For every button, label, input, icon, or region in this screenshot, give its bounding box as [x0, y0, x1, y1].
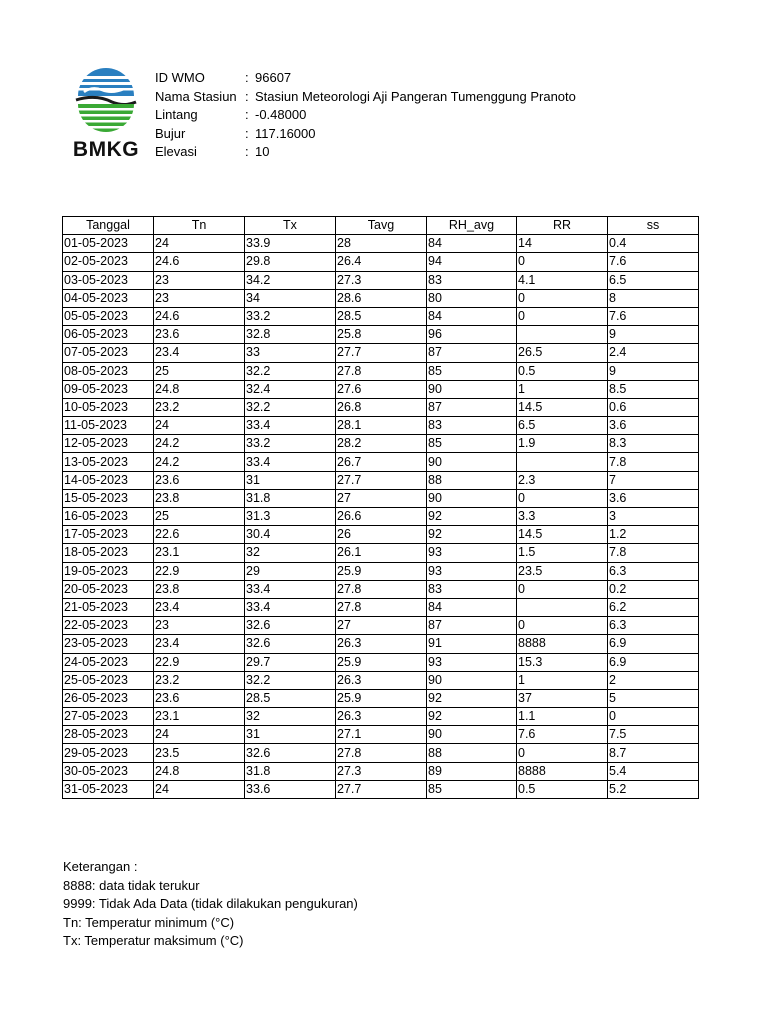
table-row — [63, 453, 699, 471]
table-cell: 26.4 — [336, 253, 427, 271]
table-cell: 25 — [154, 362, 245, 380]
table-cell: 27-05-2023 — [63, 708, 154, 726]
table-cell: 28.1 — [336, 417, 427, 435]
table-cell: 31 — [245, 726, 336, 744]
station-info-row — [155, 143, 576, 162]
table-cell: 29-05-2023 — [63, 744, 154, 762]
station-info — [155, 69, 576, 162]
station-info-value: 117.16000 — [255, 125, 316, 141]
table-cell: 93 — [427, 562, 517, 580]
table-cell: 8 — [608, 289, 699, 307]
table-cell: 10-05-2023 — [63, 398, 154, 416]
table-cell: 84 — [427, 598, 517, 616]
table-cell: 32.8 — [245, 326, 336, 344]
table-cell: 24-05-2023 — [63, 653, 154, 671]
table-row — [63, 617, 699, 635]
table-cell: 24.2 — [154, 435, 245, 453]
table-cell: 32.6 — [245, 744, 336, 762]
table-cell: 29.8 — [245, 253, 336, 271]
table-cell: 33.6 — [245, 780, 336, 798]
column-header: Tanggal — [63, 217, 154, 235]
table-cell: 0 — [517, 744, 608, 762]
table-cell: 88 — [427, 471, 517, 489]
table-cell: 6.3 — [608, 562, 699, 580]
table-cell: 09-05-2023 — [63, 380, 154, 398]
table-cell: 14.5 — [517, 398, 608, 416]
table-row — [63, 253, 699, 271]
table-cell: 0.5 — [517, 780, 608, 798]
station-info-label: Bujur — [155, 125, 186, 141]
table-cell: 14.5 — [517, 526, 608, 544]
table-cell: 7.6 — [608, 307, 699, 325]
table-cell: 24 — [154, 780, 245, 798]
table-cell: 32.6 — [245, 635, 336, 653]
table-cell: 31 — [245, 471, 336, 489]
table-cell: 27 — [336, 617, 427, 635]
table-cell: 24 — [154, 417, 245, 435]
table-cell: 1.1 — [517, 708, 608, 726]
table-cell: 27.8 — [336, 598, 427, 616]
table-cell: 7.5 — [608, 726, 699, 744]
table-cell: 31.8 — [245, 762, 336, 780]
table-cell: 92 — [427, 508, 517, 526]
note-line: 8888: data tidak terukur — [63, 877, 200, 893]
table-row — [63, 653, 699, 671]
table-cell: 84 — [427, 235, 517, 253]
table-cell: 23 — [154, 617, 245, 635]
table-cell: 23.1 — [154, 708, 245, 726]
table-cell: 31.3 — [245, 508, 336, 526]
table-cell: 30-05-2023 — [63, 762, 154, 780]
column-header: Tx — [245, 217, 336, 235]
table-cell: 32.2 — [245, 398, 336, 416]
table-cell — [517, 453, 608, 471]
table-cell: 3.6 — [608, 489, 699, 507]
table-cell: 26.3 — [336, 635, 427, 653]
table-row — [63, 471, 699, 489]
weather-data-table — [62, 216, 699, 799]
table-row — [63, 635, 699, 653]
table-cell: 27.3 — [336, 271, 427, 289]
table-cell: 0 — [517, 580, 608, 598]
table-cell: 0 — [517, 617, 608, 635]
table-cell: 33.4 — [245, 580, 336, 598]
table-cell: 26.7 — [336, 453, 427, 471]
table-row — [63, 344, 699, 362]
table-cell: 24 — [154, 235, 245, 253]
table-cell: 2.4 — [608, 344, 699, 362]
table-cell: 33.2 — [245, 307, 336, 325]
table-cell: 6.5 — [608, 271, 699, 289]
table-row — [63, 671, 699, 689]
table-cell: 2 — [608, 671, 699, 689]
station-info-row — [155, 69, 576, 88]
table-cell: 32.2 — [245, 671, 336, 689]
table-cell: 0 — [517, 489, 608, 507]
column-header: RR — [517, 217, 608, 235]
table-cell: 6.9 — [608, 653, 699, 671]
table-cell: 29 — [245, 562, 336, 580]
table-cell: 26.8 — [336, 398, 427, 416]
table-cell: 26.1 — [336, 544, 427, 562]
table-cell: 90 — [427, 726, 517, 744]
table-cell: 32.6 — [245, 617, 336, 635]
table-cell: 3 — [608, 508, 699, 526]
station-info-colon: : — [245, 70, 249, 85]
table-cell: 87 — [427, 398, 517, 416]
table-row — [63, 580, 699, 598]
station-info-value: -0.48000 — [255, 107, 307, 122]
table-cell: 32 — [245, 544, 336, 562]
table-cell: 06-05-2023 — [63, 326, 154, 344]
station-info-colon: : — [245, 88, 249, 104]
table-cell: 31-05-2023 — [63, 780, 154, 798]
table-cell: 1 — [517, 380, 608, 398]
table-cell: 27.8 — [336, 580, 427, 598]
table-cell: 24.8 — [154, 380, 245, 398]
table-cell: 23.6 — [154, 689, 245, 707]
table-cell: 15-05-2023 — [63, 489, 154, 507]
table-row — [63, 544, 699, 562]
table-cell: 85 — [427, 435, 517, 453]
table-cell: 85 — [427, 780, 517, 798]
table-cell: 22.9 — [154, 653, 245, 671]
table-cell: 15.3 — [517, 653, 608, 671]
table-cell: 93 — [427, 544, 517, 562]
table-cell: 92 — [427, 689, 517, 707]
table-cell: 4.1 — [517, 271, 608, 289]
table-cell: 5.4 — [608, 762, 699, 780]
station-info-label: Nama Stasiun — [155, 88, 237, 104]
station-info-colon: : — [245, 107, 249, 122]
table-cell: 22.9 — [154, 562, 245, 580]
table-row — [63, 435, 699, 453]
table-cell: 90 — [427, 380, 517, 398]
table-cell: 27.7 — [336, 344, 427, 362]
table-cell: 0.6 — [608, 398, 699, 416]
table-cell: 92 — [427, 708, 517, 726]
table-cell: 83 — [427, 417, 517, 435]
station-info-row — [155, 88, 576, 107]
table-cell: 1.2 — [608, 526, 699, 544]
table-cell: 0 — [517, 307, 608, 325]
table-cell: 23.6 — [154, 471, 245, 489]
table-cell: 28 — [336, 235, 427, 253]
table-cell: 19-05-2023 — [63, 562, 154, 580]
table-cell: 26.5 — [517, 344, 608, 362]
table-cell: 24.8 — [154, 762, 245, 780]
table-cell: 7.8 — [608, 544, 699, 562]
station-info-value: Stasiun Meteorologi Aji Pangeran Tumenggung Pranoto — [255, 88, 576, 104]
note-line: 9999: Tidak Ada Data (tidak dilakukan pengukuran) — [63, 896, 358, 911]
table-cell: 27.1 — [336, 726, 427, 744]
table-cell: 27 — [336, 489, 427, 507]
station-info-row — [155, 106, 576, 125]
note-line: Tn: Temperatur minimum (°C) — [63, 914, 235, 930]
table-row — [63, 307, 699, 325]
table-cell: 23.2 — [154, 671, 245, 689]
table-cell: 27.8 — [336, 744, 427, 762]
table-cell: 24 — [154, 726, 245, 744]
station-info-label: ID WMO — [155, 70, 205, 85]
table-row — [63, 271, 699, 289]
table-cell: 9 — [608, 362, 699, 380]
table-cell: 88 — [427, 744, 517, 762]
table-cell: 21-05-2023 — [63, 598, 154, 616]
table-cell: 33.2 — [245, 435, 336, 453]
column-header: Tavg — [336, 217, 427, 235]
table-cell: 28.5 — [245, 689, 336, 707]
table-cell: 0 — [608, 708, 699, 726]
station-info-label: Elevasi — [155, 144, 197, 159]
station-info-colon: : — [245, 125, 249, 141]
table-cell: 23.8 — [154, 580, 245, 598]
column-header: ss — [608, 217, 699, 235]
table-cell: 30.4 — [245, 526, 336, 544]
table-cell: 2.3 — [517, 471, 608, 489]
station-info-row — [155, 125, 576, 144]
table-cell: 90 — [427, 489, 517, 507]
table-cell: 12-05-2023 — [63, 435, 154, 453]
table-cell: 8.7 — [608, 744, 699, 762]
table-cell: 26-05-2023 — [63, 689, 154, 707]
table-cell: 25 — [154, 508, 245, 526]
table-cell: 7.6 — [517, 726, 608, 744]
station-info-value: 96607 — [255, 70, 292, 85]
table-cell: 23 — [154, 271, 245, 289]
table-cell: 01-05-2023 — [63, 235, 154, 253]
table-cell: 33.4 — [245, 598, 336, 616]
table-cell: 37 — [517, 689, 608, 707]
table-row — [63, 708, 699, 726]
table-cell: 7 — [608, 471, 699, 489]
table-cell: 90 — [427, 453, 517, 471]
table-row — [63, 526, 699, 544]
table-cell: 24.6 — [154, 307, 245, 325]
table-row — [63, 235, 699, 253]
table-cell: 27.3 — [336, 762, 427, 780]
bmkg-logo-icon — [70, 68, 142, 136]
table-cell: 14-05-2023 — [63, 471, 154, 489]
table-cell: 11-05-2023 — [63, 417, 154, 435]
table-cell: 26.3 — [336, 671, 427, 689]
table-cell: 27.8 — [336, 362, 427, 380]
table-cell: 26.3 — [336, 708, 427, 726]
table-cell: 23.6 — [154, 326, 245, 344]
table-cell: 22.6 — [154, 526, 245, 544]
note-line: Keterangan : — [63, 859, 138, 874]
table-cell: 23.5 — [517, 562, 608, 580]
table-cell: 1.5 — [517, 544, 608, 562]
table-cell: 34 — [245, 289, 336, 307]
table-cell: 23.4 — [154, 344, 245, 362]
notes — [63, 858, 358, 951]
table-cell: 33 — [245, 344, 336, 362]
table-cell: 3.6 — [608, 417, 699, 435]
table-cell: 89 — [427, 762, 517, 780]
table-cell: 94 — [427, 253, 517, 271]
table-cell: 9 — [608, 326, 699, 344]
table-cell: 25.9 — [336, 653, 427, 671]
table-cell: 33.4 — [245, 453, 336, 471]
table-cell: 26.6 — [336, 508, 427, 526]
table-cell: 84 — [427, 307, 517, 325]
table-body — [63, 235, 699, 799]
table-cell: 90 — [427, 671, 517, 689]
table-cell: 80 — [427, 289, 517, 307]
table-cell: 6.2 — [608, 598, 699, 616]
table-cell: 34.2 — [245, 271, 336, 289]
table-cell: 83 — [427, 580, 517, 598]
table-row — [63, 508, 699, 526]
table-cell: 23 — [154, 289, 245, 307]
table-cell: 32.4 — [245, 380, 336, 398]
table-cell: 28.6 — [336, 289, 427, 307]
table-cell: 22-05-2023 — [63, 617, 154, 635]
table-cell: 25.9 — [336, 562, 427, 580]
table-cell: 83 — [427, 271, 517, 289]
table-cell: 0.2 — [608, 580, 699, 598]
table-cell: 23.8 — [154, 489, 245, 507]
table-cell: 18-05-2023 — [63, 544, 154, 562]
column-header: Tn — [154, 217, 245, 235]
table-cell: 03-05-2023 — [63, 271, 154, 289]
table-cell: 8.3 — [608, 435, 699, 453]
table-cell: 1.9 — [517, 435, 608, 453]
table-cell: 6.9 — [608, 635, 699, 653]
table-row — [63, 726, 699, 744]
table-cell: 25-05-2023 — [63, 671, 154, 689]
table-cell: 85 — [427, 362, 517, 380]
table-row — [63, 326, 699, 344]
table-cell: 87 — [427, 617, 517, 635]
table-cell: 20-05-2023 — [63, 580, 154, 598]
table-cell: 28-05-2023 — [63, 726, 154, 744]
table-cell: 07-05-2023 — [63, 344, 154, 362]
table-cell: 23.4 — [154, 598, 245, 616]
table-cell: 32.2 — [245, 362, 336, 380]
table-cell: 91 — [427, 635, 517, 653]
table-row — [63, 398, 699, 416]
table-cell: 8.5 — [608, 380, 699, 398]
table-cell: 08-05-2023 — [63, 362, 154, 380]
table-cell: 5 — [608, 689, 699, 707]
table-cell: 0.5 — [517, 362, 608, 380]
table-row — [63, 689, 699, 707]
note-line: Tx: Temperatur maksimum (°C) — [63, 933, 244, 948]
table-cell: 23.1 — [154, 544, 245, 562]
table-cell: 23.4 — [154, 635, 245, 653]
table-cell — [517, 326, 608, 344]
table-cell: 32 — [245, 708, 336, 726]
table-cell: 31.8 — [245, 489, 336, 507]
table-cell: 24.6 — [154, 253, 245, 271]
station-info-colon: : — [245, 144, 249, 159]
column-header: RH_avg — [427, 217, 517, 235]
table-cell: 13-05-2023 — [63, 453, 154, 471]
bmkg-logo — [70, 68, 142, 163]
table-cell: 93 — [427, 653, 517, 671]
table-row — [63, 417, 699, 435]
table-cell: 0 — [517, 289, 608, 307]
table-cell: 25.8 — [336, 326, 427, 344]
table-row — [63, 598, 699, 616]
table-cell: 23.2 — [154, 398, 245, 416]
table-cell: 04-05-2023 — [63, 289, 154, 307]
table-cell: 6.3 — [608, 617, 699, 635]
table-cell: 27.7 — [336, 780, 427, 798]
table-row — [63, 780, 699, 798]
table-row — [63, 744, 699, 762]
table-cell: 6.5 — [517, 417, 608, 435]
table-cell: 33.4 — [245, 417, 336, 435]
table-cell: 92 — [427, 526, 517, 544]
table-cell: 29.7 — [245, 653, 336, 671]
station-info-value: 10 — [255, 144, 270, 159]
table-cell: 96 — [427, 326, 517, 344]
table-cell: 8888 — [517, 762, 608, 780]
table-cell: 26 — [336, 526, 427, 544]
table-cell: 17-05-2023 — [63, 526, 154, 544]
table-cell: 28.2 — [336, 435, 427, 453]
table-row — [63, 489, 699, 507]
table-cell: 23.5 — [154, 744, 245, 762]
table-cell: 5.2 — [608, 780, 699, 798]
table-cell: 27.7 — [336, 471, 427, 489]
table-cell: 27.6 — [336, 380, 427, 398]
table-cell: 87 — [427, 344, 517, 362]
table-cell: 28.5 — [336, 307, 427, 325]
table-row — [63, 380, 699, 398]
table-cell — [517, 598, 608, 616]
table-cell: 7.8 — [608, 453, 699, 471]
table-cell: 33.9 — [245, 235, 336, 253]
table-cell: 05-05-2023 — [63, 307, 154, 325]
table-cell: 14 — [517, 235, 608, 253]
table-cell: 02-05-2023 — [63, 253, 154, 271]
table-cell: 8888 — [517, 635, 608, 653]
table-cell: 0 — [517, 253, 608, 271]
table-row — [63, 362, 699, 380]
station-info-label: Lintang — [155, 107, 198, 122]
table-header-row — [63, 217, 699, 235]
table-cell: 0.4 — [608, 235, 699, 253]
table-cell: 7.6 — [608, 253, 699, 271]
table-cell: 3.3 — [517, 508, 608, 526]
table-cell: 23-05-2023 — [63, 635, 154, 653]
table-cell: 24.2 — [154, 453, 245, 471]
logo-text: BMKG — [72, 138, 140, 161]
table-cell: 25.9 — [336, 689, 427, 707]
table-cell: 16-05-2023 — [63, 508, 154, 526]
table-row — [63, 562, 699, 580]
table-row — [63, 289, 699, 307]
table-row — [63, 762, 699, 780]
table-cell: 1 — [517, 671, 608, 689]
